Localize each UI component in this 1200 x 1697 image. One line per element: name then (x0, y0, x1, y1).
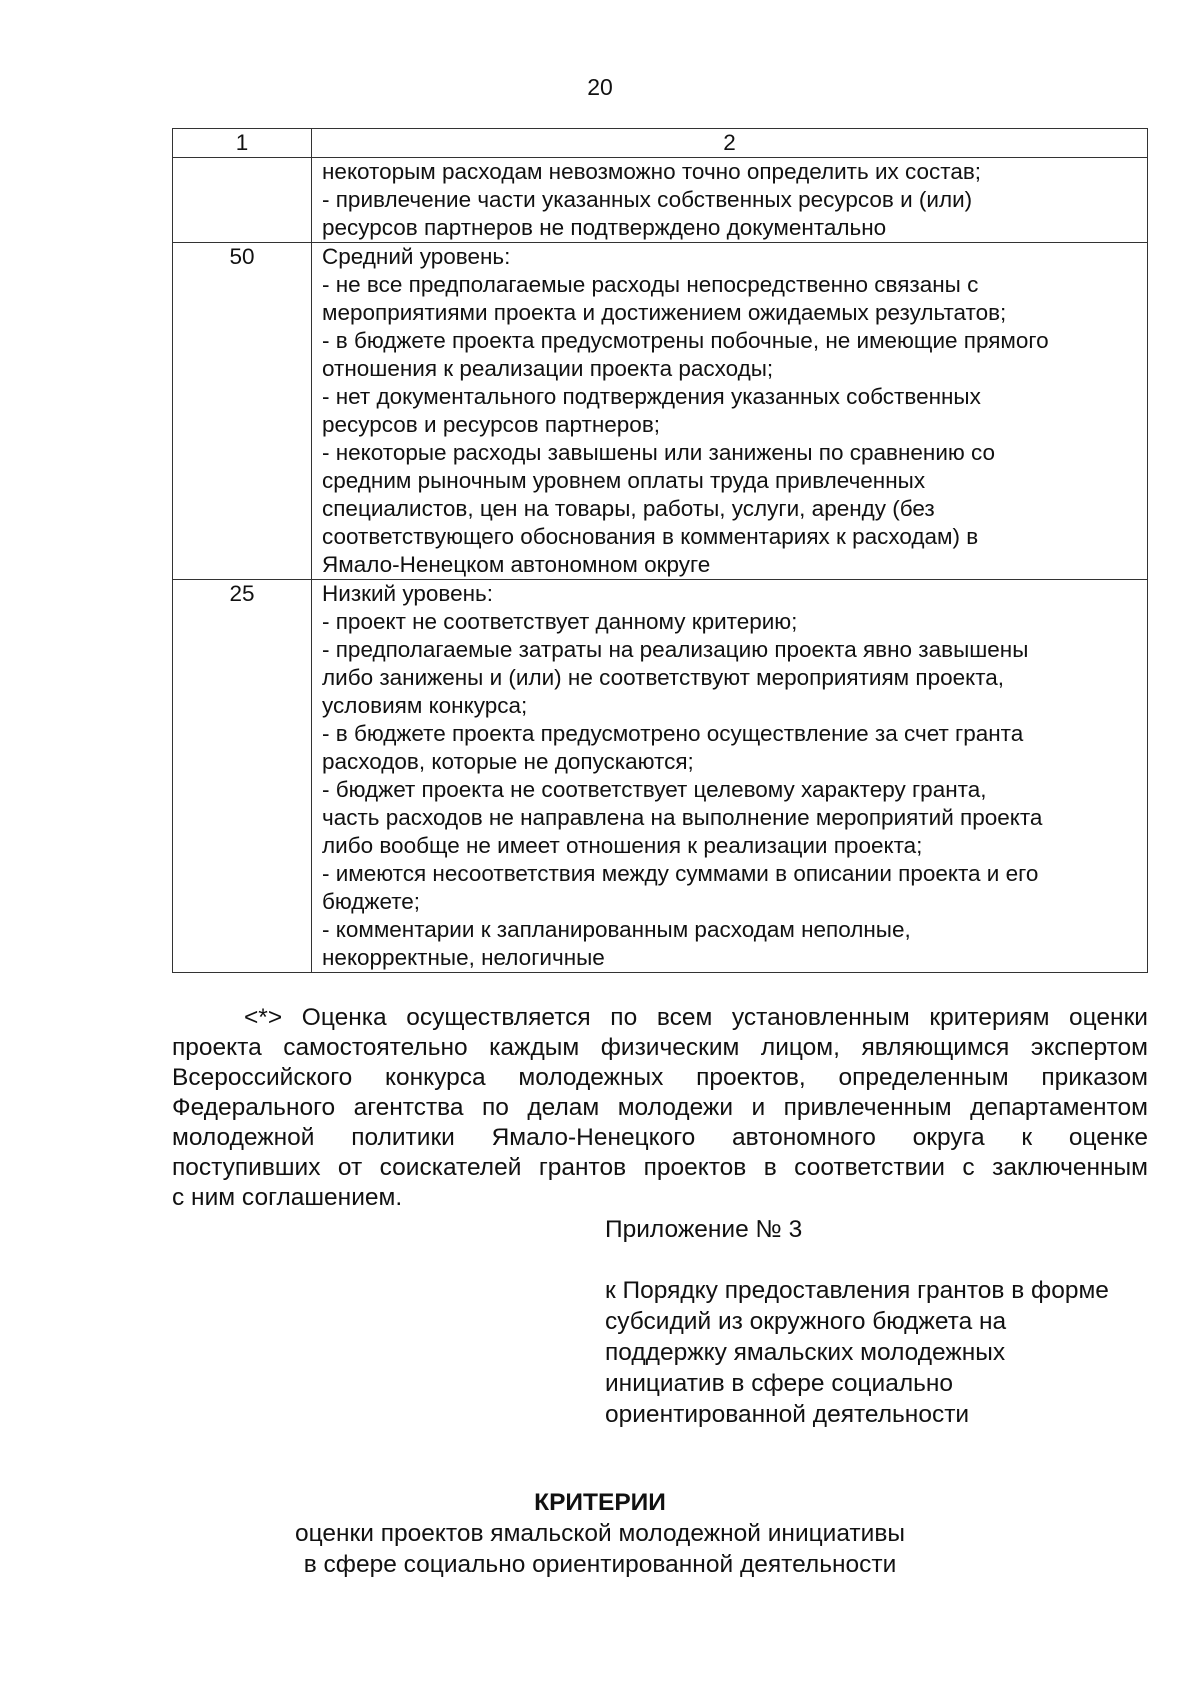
table-row-line: - некоторые расходы завышены или занижены по сравнению со (322, 440, 996, 465)
footnote-line: Федерального агентства по делам молодежи и привлеченным департаментом (172, 1094, 1148, 1121)
table-row-line: либо занижены и (или) не соответствуют мероприятиям проекта, (322, 665, 1005, 690)
table-row-description (312, 243, 1148, 580)
appendix-reference-line: субсидий из окружного бюджета на (605, 1308, 1007, 1335)
table-row-score (173, 158, 312, 243)
table-row-line: условиям конкурса; (322, 693, 528, 718)
appendix-reference-line: инициатив в сфере социально (605, 1370, 954, 1397)
table-row-line: соответствующего обоснования в комментариях к расходам) в (322, 524, 979, 549)
criteria-title-block (0, 1487, 1200, 1580)
footnote-line: проекта самостоятельно каждым физическим лицом, являющимся экспертом (172, 1034, 1148, 1061)
table-row-line: отношения к реализации проекта расходы; (322, 356, 774, 381)
appendix-reference-line: поддержку ямальских молодежных (605, 1339, 1006, 1366)
table-row-line: - бюджет проекта не соответствует целевому характеру гранта, (322, 777, 987, 802)
table-row-line: - имеются несоответствия между суммами в описании проекта и его (322, 861, 1039, 886)
table-row-description (312, 580, 1148, 973)
table-row-line: ресурсов и ресурсов партнеров; (322, 412, 661, 437)
page-number: 20 (587, 74, 613, 100)
table-row-line: - предполагаемые затраты на реализацию проекта явно завышены (322, 637, 1029, 662)
footnote-line: поступивших от соискателей грантов проектов в соответствии с заключенным (172, 1154, 1148, 1181)
table-row-line: - проект не соответствует данному критерию; (322, 609, 798, 634)
table-row (173, 580, 1148, 973)
table-row-line: ресурсов партнеров не подтверждено документально (322, 215, 887, 240)
table-header-row (173, 129, 1148, 158)
table-header-col-1: 1 (173, 129, 312, 158)
table-row-line: Низкий уровень: (322, 581, 494, 606)
appendix-reference-line: ориентированной деятельности (605, 1401, 970, 1428)
table-row-line: - нет документального подтверждения указанных собственных (322, 384, 981, 409)
table-row-line: Средний уровень: (322, 244, 511, 269)
table-row-line: некорректные, нелогичные (322, 945, 605, 970)
table-row-line: мероприятиями проекта и достижением ожидаемых результатов; (322, 300, 1007, 325)
table-row-description (312, 158, 1148, 243)
footnote-line: с ним соглашением. (172, 1184, 403, 1211)
criteria-heading: КРИТЕРИИ (534, 1489, 666, 1516)
table-row-line: либо вообще не имеет отношения к реализации проекта; (322, 833, 923, 858)
table-row-score: 25 (173, 580, 312, 973)
table-row-line: - привлечение части указанных собственных ресурсов и (или) (322, 187, 973, 212)
table-row-line: часть расходов не направлена на выполнение мероприятий проекта (322, 805, 1043, 830)
table-row (173, 158, 1148, 243)
footnote (172, 1003, 1148, 1213)
table-row-line: специалистов, цен на товары, работы, услуги, аренду (без (322, 496, 935, 521)
appendix-title-text: Приложение № 3 (605, 1216, 803, 1243)
table-row-score: 50 (173, 243, 312, 580)
table-row-line: Ямало-Ненецком автономном округе (322, 552, 711, 577)
footnote-line: молодежной политики Ямало-Ненецкого автономного округа к оценке (172, 1124, 1148, 1151)
table-row (173, 243, 1148, 580)
criteria-subtitle-line: в сфере социально ориентированной деятельности (303, 1551, 897, 1578)
table-row-line: расходов, которые не допускаются; (322, 749, 694, 774)
criteria-subtitle-line: оценки проектов ямальской молодежной инициативы (295, 1520, 905, 1547)
table-row-line: - не все предполагаемые расходы непосредственно связаны с (322, 272, 979, 297)
table-header-col-2: 2 (312, 129, 1148, 158)
table-row-line: - комментарии к запланированным расходам неполные, (322, 917, 911, 942)
criteria-table (172, 128, 1148, 973)
appendix-reference-line: к Порядку предоставления грантов в форме (605, 1277, 1109, 1304)
appendix-title (605, 1214, 802, 1245)
footnote-line: <*> Оценка осуществляется по всем установленным критериям оценки (244, 1004, 1148, 1031)
table-row-line: бюджете; (322, 889, 421, 914)
table-row-line: - в бюджете проекта предусмотрены побочные, не имеющие прямого (322, 328, 1049, 353)
table-row-line: средним рыночным уровнем оплаты труда привлеченных (322, 468, 926, 493)
footnote-line: Всероссийского конкурса молодежных проектов, определенным приказом (172, 1064, 1148, 1091)
appendix-reference (605, 1275, 1109, 1430)
table-row-line: - в бюджете проекта предусмотрено осуществление за счет гранта (322, 721, 1024, 746)
table-row-line: некоторым расходам невозможно точно определить их состав; (322, 159, 982, 184)
